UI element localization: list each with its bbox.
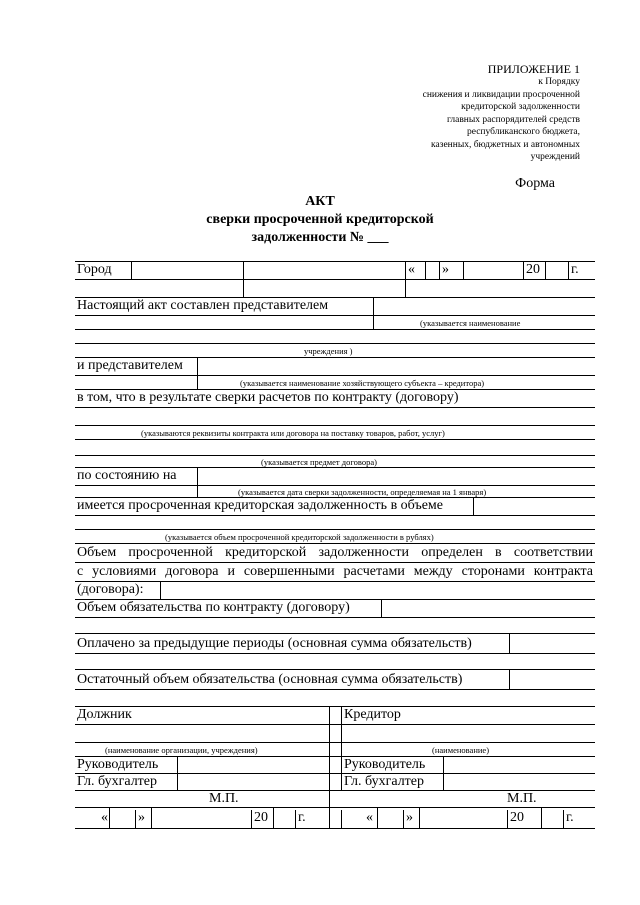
as-of-row: [75, 467, 595, 486]
debtor-head-sign[interactable]: [177, 757, 330, 774]
creditor-hint-row: [75, 375, 595, 390]
creditor-head-sign[interactable]: [443, 757, 596, 774]
hint-subject: (указывается предмет договора): [261, 457, 377, 467]
city-date-row: [75, 261, 595, 280]
as-of-field[interactable]: [197, 468, 596, 486]
amount-words-row[interactable]: [75, 515, 595, 530]
as-of-label: по состоянию на: [77, 468, 177, 483]
sign-date-row: [75, 807, 595, 829]
appendix-line: снижения и ликвидации просроченной: [422, 89, 580, 100]
overdue-text: имеется просроченная кредиторская задолженность в объеме: [77, 498, 443, 513]
org-hint-row: [75, 315, 595, 330]
act-form-table: [75, 261, 595, 697]
creditor-hint-cell: [197, 376, 596, 390]
appendix-line: к Порядку: [538, 77, 580, 87]
form-label: Форма: [515, 176, 555, 191]
volume-line3-row: [75, 581, 595, 600]
amount-hint-row: [75, 529, 595, 544]
gap-cell: [329, 791, 342, 808]
head-row: [75, 756, 595, 774]
day-field[interactable]: [425, 262, 440, 280]
act-number: задолженности № ___: [251, 230, 389, 245]
and-rep-label: и представителем: [77, 358, 183, 373]
contract-hint-row: [75, 425, 595, 440]
hint-amount: (указывается объем просроченной кредиторской задолженности в рублях): [165, 532, 434, 542]
quote-open: «: [405, 262, 428, 280]
obligation-label: Объем обязательства по контракту (договору): [77, 600, 350, 615]
creditor-label: Кредитор: [341, 707, 401, 725]
org-hint-cell: [373, 316, 596, 330]
appendix-header: [423, 62, 580, 164]
debtor-accountant-sign[interactable]: [177, 774, 330, 791]
act-by-rep-label: Настоящий акт составлен представителем: [77, 298, 329, 313]
debtor-year-prefix: 20: [251, 810, 276, 828]
volume-line2-row: [75, 562, 595, 582]
obligation-row: [75, 599, 595, 618]
hint-creditor-name: (наименование): [432, 745, 490, 755]
creditor-year-prefix: 20: [507, 810, 544, 828]
debtor-name-field[interactable]: [75, 725, 329, 743]
creditor-accountant-sign[interactable]: [443, 774, 596, 791]
blank-row: [75, 617, 595, 634]
contract-text: в том, что в результате сверки расчетов по контракту (договору): [77, 390, 459, 405]
year-prefix: 20: [523, 262, 548, 280]
obligation-field[interactable]: [381, 600, 596, 618]
appendix-line: учреждений: [530, 152, 580, 162]
overdue-amount-field[interactable]: [473, 498, 596, 516]
paid-prev-field[interactable]: [509, 634, 596, 654]
month-field[interactable]: [463, 262, 524, 280]
city-label: Город: [77, 262, 112, 277]
creditor-month-field[interactable]: [419, 808, 508, 828]
creditor-name-field[interactable]: [341, 725, 596, 743]
act-title: АКТ: [305, 194, 335, 209]
paid-prev-label: Оплачено за предыдущие периоды (основная сумма обязательств): [77, 636, 472, 651]
accountant-row: [75, 773, 595, 791]
subject-field-row[interactable]: [75, 439, 595, 456]
creditor-year-suffix: г.: [563, 810, 598, 828]
creditor-hint-cell: [341, 743, 596, 757]
creditor-year-field[interactable]: [541, 808, 564, 828]
representative-row: [75, 297, 595, 316]
contract-field-row[interactable]: [75, 407, 595, 426]
debtor-year-field[interactable]: [273, 808, 296, 828]
remaining-label: Остаточный объем обязательства (основная сумма обязательств): [77, 672, 463, 687]
creditor-head-label: Руководитель: [341, 757, 425, 774]
appendix-title: ПРИЛОЖЕНИЕ 1: [487, 62, 580, 76]
act-subtitle: сверки просроченной кредиторской: [206, 212, 434, 227]
hint-debtor: (наименование организации, учреждения): [105, 745, 258, 755]
stamp-row: [75, 790, 595, 808]
debtor-head-label: Руководитель: [77, 757, 159, 772]
debtor-label: Должник: [77, 707, 132, 722]
hint-date: (указывается дата сверки задолженности, определяемая на 1 января): [238, 487, 487, 497]
hint-contract: (указываются реквизиты контракта или договора на поставку товаров, работ, услуг): [141, 428, 445, 438]
creditor-day-field[interactable]: [377, 808, 404, 828]
blank-cell: [405, 280, 406, 298]
party-name-row: [75, 724, 595, 743]
representative-field[interactable]: [373, 298, 596, 316]
appendix-line: республиканского бюджета,: [466, 127, 580, 137]
appendix-line: главных распорядителей средств: [446, 114, 580, 125]
appendix-line: кредиторской задолженности: [461, 102, 580, 112]
parties-row: [75, 706, 595, 725]
volume-text-2: с условиями договора и совершенными расчетами между сторонами контракта: [77, 564, 593, 579]
debtor-stamp: М.П.: [209, 791, 239, 806]
remaining-row: [75, 669, 595, 690]
blank-cell: [243, 280, 406, 298]
debtor-month-field[interactable]: [151, 808, 252, 828]
year-field[interactable]: [545, 262, 569, 280]
debtor-quote-close: »: [135, 810, 154, 828]
volume-text-1: Объем просроченной кредиторской задолженности определен в соответствии: [77, 545, 593, 560]
debtor-accountant-label: Гл. бухгалтер: [77, 774, 158, 789]
creditor-quote-open: «: [341, 810, 392, 828]
overdue-row: [75, 497, 595, 516]
creditor-accountant-label: Гл. бухгалтер: [341, 774, 424, 791]
appendix-line: казенных, бюджетных и автономных: [431, 139, 580, 150]
year-suffix: г.: [568, 262, 579, 280]
city-field[interactable]: [131, 262, 244, 280]
volume-line1-row: [75, 543, 595, 563]
party-hint-row: [75, 742, 595, 757]
blank-row: [75, 689, 595, 707]
paid-prev-row: [75, 633, 595, 654]
hint-org-name-1: (указывается наименование: [420, 318, 521, 328]
second-rep-row: [75, 357, 595, 376]
creditor-stamp: М.П.: [507, 791, 537, 806]
blank-row: [75, 279, 595, 298]
hint-org-name-2: учреждения ): [304, 346, 353, 356]
debtor-year-suffix: г.: [295, 810, 332, 828]
debtor-day-field[interactable]: [109, 808, 136, 828]
volume-text-3: (договора):: [77, 582, 144, 597]
volume-field[interactable]: [160, 582, 596, 600]
hint-creditor: (указывается наименование хозяйствующего субъекта – кредитора): [240, 378, 485, 388]
city-field-extra[interactable]: [243, 262, 406, 280]
remaining-field[interactable]: [509, 670, 596, 690]
contract-text-row: [75, 389, 595, 408]
org-hint2-row: [75, 343, 595, 358]
org-name-row[interactable]: [75, 329, 595, 344]
signature-table: [75, 706, 595, 829]
creditor-quote-close: »: [403, 810, 422, 828]
debtor-quote-open: «: [101, 810, 108, 825]
blank-row: [75, 653, 595, 670]
quote-close: »: [439, 262, 466, 280]
second-rep-field[interactable]: [197, 358, 596, 376]
